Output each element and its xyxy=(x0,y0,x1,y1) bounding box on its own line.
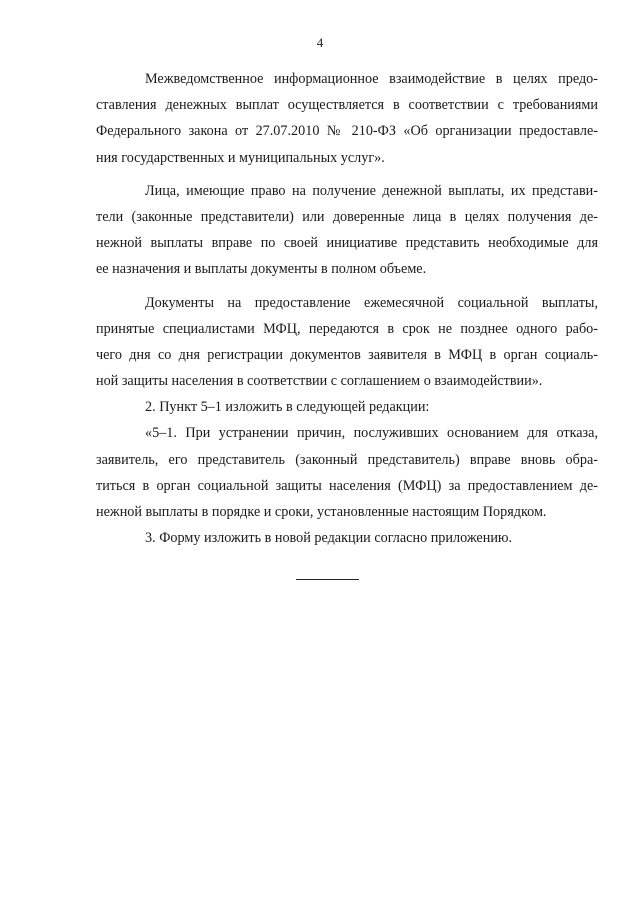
paragraph-5-line-4: нежной выплаты в порядке и сроки, установленные настоящим Порядком. xyxy=(96,504,547,520)
paragraph-3-line-2: принятые специалистами МФЦ, передаются в срок не позднее одного рабо- xyxy=(96,320,598,337)
document-body xyxy=(96,66,598,551)
paragraph-5-line-2: заявитель, его представитель (законный представитель) вправе вновь обра- xyxy=(96,451,598,468)
paragraph-6-line-1: 3. Форму изложить в новой редакции согласно приложению. xyxy=(145,530,513,547)
paragraph-5-line-3: титься в орган социальной защиты населения (МФЦ) за предоставлением де- xyxy=(96,477,598,494)
paragraph-4-line-1: 2. Пункт 5–1 изложить в следующей редакции: xyxy=(145,399,430,416)
end-of-text-rule xyxy=(296,579,359,580)
paragraph-1-line-1: Межведомственное информационное взаимодействие в целях предо- xyxy=(145,71,598,87)
paragraph-2-line-4: ее назначения и выплаты документы в полном объеме. xyxy=(96,261,427,278)
paragraph-1-line-2: ставления денежных выплат осуществляется в соответствии с требованиями xyxy=(96,97,598,114)
paragraph-1-line-4: ния государственных и муниципальных услуг». xyxy=(96,149,385,166)
paragraph-2-line-3: нежной выплаты вправе по своей инициативе представить необходимые для xyxy=(96,235,598,252)
paragraph-2-line-1: Лица, имеющие право на получение денежной выплаты, их представи- xyxy=(145,182,598,199)
paragraph-5-line-1: «5–1. При устранении причин, послуживших основанием для отказа, xyxy=(145,425,598,442)
page-number: 4 xyxy=(316,35,324,50)
paragraph-2-line-2: тели (законные представители) или доверенные лица в целях получения де- xyxy=(96,208,598,225)
paragraph-1-line-3: Федерального закона от 27.07.2010 № 210-ФЗ «Об организации предоставле- xyxy=(96,123,598,140)
paragraph-3-line-1: Документы на предоставление ежемесячной социальной выплаты, xyxy=(145,294,598,311)
paragraph-3-line-4: ной защиты населения в соответствии с соглашением о взаимодействии». xyxy=(96,373,543,390)
paragraph-3-line-3: чего дня со дня регистрации документов заявителя в МФЦ в орган социаль- xyxy=(96,346,598,363)
